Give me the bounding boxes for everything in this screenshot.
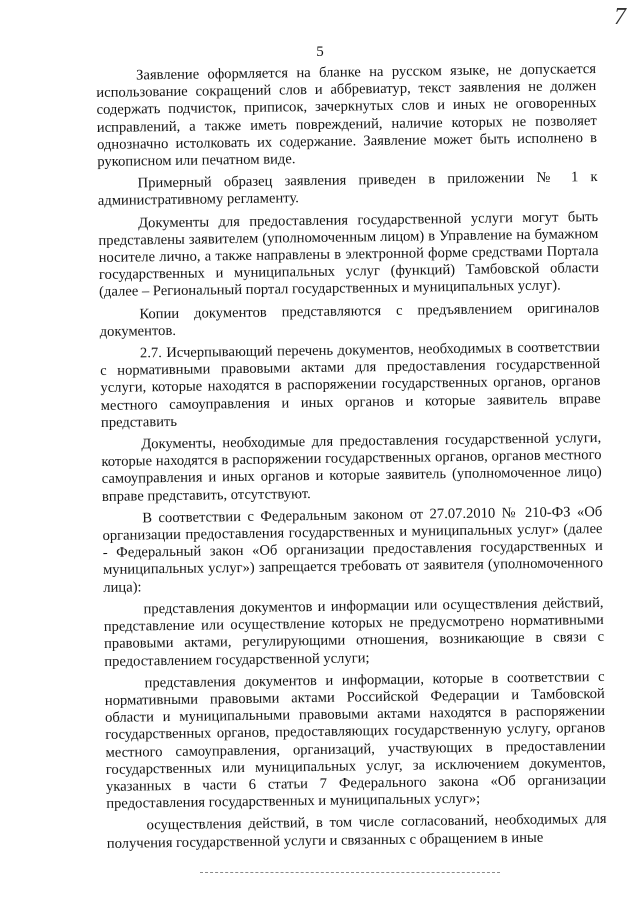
handwritten-sheet-number: 7 (614, 4, 626, 30)
footer-divider (200, 872, 500, 874)
paragraph-documents-absent: Документы, необходимые для предоставления государственной услуги, которые находятся в распоряжении государственных органов, органов местного самоуправления и иных органов и которые заявитель (уполномоченное лицо) вправе представить, отсутствуют. (101, 430, 602, 505)
paragraph-submission-methods: Документы для предоставления государственной услуги могут быть представлены заявителем (уполномоченным лицом) в Управление на бумажном носителе лично, а также направлены в электронной форме средствами Портала государственных и муниципальных услуг (функций) Тамбовской области (далее – Региональный портал государственных и муниципальных услуг). (98, 208, 599, 301)
list-item-actions: представления документов и информации или осуществления действий, представление или осуществление которых не предусмотрено нормативными правовыми актами, регулирующими отношения, возникающие в связи с предоставлением государственной услуги; (103, 594, 605, 670)
list-item-documents: представления документов и информации, которые в соответствии с нормативными правовыми актами Российской Федерации и Тамбовской области и муниципальными правовыми актами находятся в распоряжении государственных органов, предоставляющих государственную услугу, органов местного самоуправления, организаций, участвующих в предоставлении государственных или муниципальных услуг, за исключением документов, указанных в части 6 статьи 7 Федерального закона «Об организации предоставления государственных и муниципальных услуг»; (104, 668, 607, 813)
section-heading-2-7: 2.7. Исчерпывающий перечень документов, необходимых в соответствии с нормативными правовыми актами для предоставления государственной услуги, которые находятся в распоряжении государственных органов, органов местного самоуправления и иных органов и которые заявитель вправе представить (100, 339, 601, 431)
document-body (96, 61, 607, 858)
paragraph-application-form: Заявление оформляется на бланке на русском языке, не допускается использование сокращений слов и аббревиатур, текст заявления не должен содержать подчисток, приписок, зачеркнутых слов и иных не оговоренных исправлений, а также иметь повреждений, наличие которых не позволяет однозначно истолковать их содержание. Заявление может быть исполнено в рукописном или печатном виде. (96, 61, 598, 171)
paragraph-federal-law: В соответствии с Федеральным законом от 27.07.2010 № 210-ФЗ «Об организации предоставления государственных и муниципальных услуг» (далее - Федеральный закон «Об организации предоставления государственных и муниципальных услуг») запрещается требовать от заявителя (уполномоченного лица): (102, 503, 604, 596)
paragraph-copies: Копии документов представляются с предъявлением оригиналов документов. (99, 299, 600, 340)
paragraph-sample-form: Примерный образец заявления приведен в приложении № 1 к административному регламенту. (97, 169, 598, 210)
page-number: 5 (316, 44, 324, 60)
list-item-approvals: осуществления действий, в том числе согласований, необходимых для получения государственной услуги и связанных с обращением в иные (106, 811, 607, 852)
